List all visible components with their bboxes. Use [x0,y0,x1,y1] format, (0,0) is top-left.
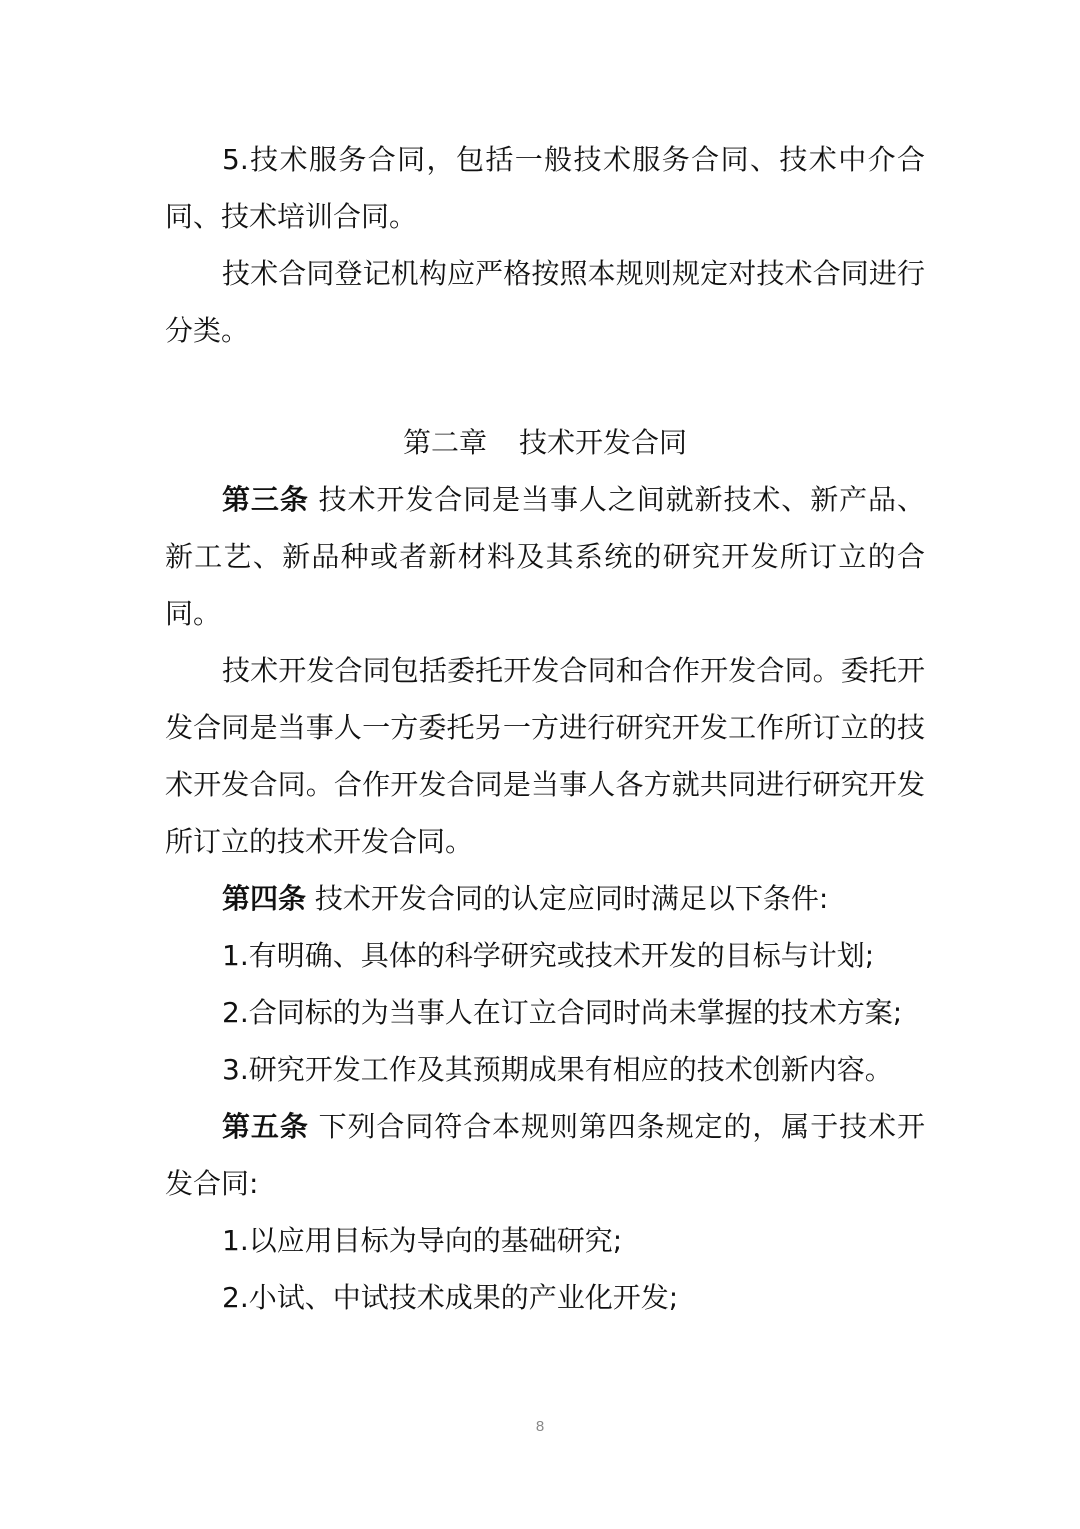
chapter-heading [165,414,925,471]
article-4-label: 第四条 [222,882,307,915]
article-3-label: 第三条 [222,483,309,516]
article-5-item: 1.以应用目标为导向的基础研究; [222,1224,623,1257]
article-5 [165,1098,925,1212]
text-section-chapter [165,414,925,1326]
article-5-text: 下列合同符合本规则第四条规定的，属于技术开发合同: [165,1110,925,1200]
paragraph-dev-contract-types: 技术开发合同包括委托开发合同和合作开发合同。委托开发合同是当事人一方委托另一方进行研究开发工作所订立的技术开发合同。合作开发合同是当事人各方就共同进行研究开发所订立的技术开发合同。 [165,654,925,858]
article-3-text: 技术开发合同是当事人之间就新技术、新产品、新工艺、新品种或者新材料及其系统的研究开发所订立的合同。 [165,483,925,630]
chapter-title: 技术开发合同 [519,426,688,459]
article-3 [165,471,925,642]
article-4-item: 2.合同标的为当事人在订立合同时尚未掌握的技术方案; [222,996,903,1029]
article-4-item: 1.有明确、具体的科学研究或技术开发的目标与计划; [222,939,875,972]
page-number: 8 [535,1418,545,1435]
article-5-label: 第五条 [222,1110,309,1143]
text-section-top [165,131,925,359]
chapter-number: 第二章 [402,426,487,459]
paragraph-classification-rule: 技术合同登记机构应严格按照本规则规定对技术合同进行分类。 [165,257,925,347]
article-5-item: 2.小试、中试技术成果的产业化开发; [222,1281,679,1314]
paragraph-tech-service-contract: 5.技术服务合同，包括一般技术服务合同、技术中介合同、技术培训合同。 [165,143,925,233]
article-4-text: 技术开发合同的认定应同时满足以下条件: [314,882,829,915]
article-4 [165,870,925,927]
article-4-item: 3.研究开发工作及其预期成果有相应的技术创新内容。 [222,1053,893,1086]
